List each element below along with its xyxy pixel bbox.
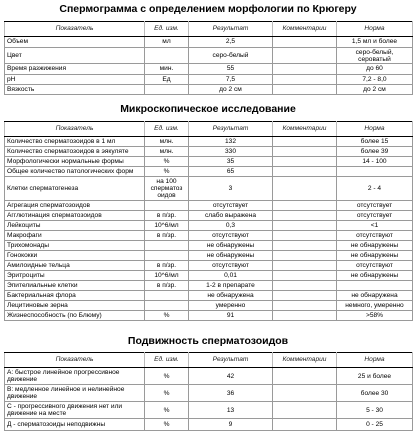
row-unit: Ед bbox=[145, 75, 189, 85]
row-unit: % bbox=[145, 402, 189, 419]
row-indicator: В: медленное линейное и нелинейное движение bbox=[5, 385, 145, 402]
header-indicator: Показатель bbox=[5, 22, 145, 37]
row-comment bbox=[273, 85, 337, 95]
table-row bbox=[5, 221, 413, 231]
row-comment bbox=[273, 385, 337, 402]
table-row bbox=[5, 211, 413, 221]
table-row bbox=[5, 311, 413, 321]
row-norm: отсутствуют bbox=[337, 231, 413, 241]
row-result: 55 bbox=[189, 64, 273, 75]
row-result: 132 bbox=[189, 137, 273, 147]
row-comment bbox=[273, 301, 337, 311]
table-row bbox=[5, 419, 413, 431]
motility-table bbox=[4, 352, 413, 431]
row-unit bbox=[145, 201, 189, 211]
section-title-spermogram: Спермограмма с определением морфологии по Крюгеру bbox=[59, 3, 357, 15]
header-unit: Ед. изм. bbox=[145, 122, 189, 137]
row-unit: на 100 сперматоз оидов bbox=[145, 177, 189, 201]
row-norm: отсутствует bbox=[337, 211, 413, 221]
row-comment bbox=[273, 75, 337, 85]
row-norm: отсутствуют bbox=[337, 261, 413, 271]
row-indicator: Лейкоциты bbox=[5, 221, 145, 231]
row-comment bbox=[273, 261, 337, 271]
header-unit: Ед. изм. bbox=[145, 22, 189, 37]
row-comment bbox=[273, 281, 337, 291]
row-result: 91 bbox=[189, 311, 273, 321]
table-row bbox=[5, 75, 413, 85]
table-row bbox=[5, 85, 413, 95]
row-indicator: Клетки сперматогенеза bbox=[5, 177, 145, 201]
header-norm: Норма bbox=[337, 122, 413, 137]
row-result: 0,3 bbox=[189, 221, 273, 231]
header-unit: Ед. изм. bbox=[145, 353, 189, 368]
row-unit: % bbox=[145, 157, 189, 167]
section-title-microscopy: Микроскопическое исследование bbox=[120, 103, 296, 115]
row-norm: немного, умеренно bbox=[337, 301, 413, 311]
row-unit: 10^6/мл bbox=[145, 271, 189, 281]
row-norm: более 30 bbox=[337, 385, 413, 402]
header-comment: Комментарии bbox=[273, 353, 337, 368]
table-row bbox=[5, 231, 413, 241]
table-row bbox=[5, 201, 413, 211]
row-result: 36 bbox=[189, 385, 273, 402]
table-row bbox=[5, 301, 413, 311]
row-comment bbox=[273, 402, 337, 419]
row-unit: млн. bbox=[145, 137, 189, 147]
row-norm: более 15 bbox=[337, 137, 413, 147]
row-comment bbox=[273, 177, 337, 201]
row-unit bbox=[145, 291, 189, 301]
row-indicator: pH bbox=[5, 75, 145, 85]
row-norm: отсутствует bbox=[337, 201, 413, 211]
row-indicator: Вязкость bbox=[5, 85, 145, 95]
header-norm: Норма bbox=[337, 22, 413, 37]
table-row bbox=[5, 37, 413, 48]
row-unit bbox=[145, 241, 189, 251]
row-norm: >58% bbox=[337, 311, 413, 321]
row-indicator: Эритроциты bbox=[5, 271, 145, 281]
row-unit: 10^6/мл bbox=[145, 221, 189, 231]
table-row bbox=[5, 137, 413, 147]
row-result: 2,5 bbox=[189, 37, 273, 48]
row-norm: не обнаружены bbox=[337, 271, 413, 281]
row-indicator: Амилоидные тельца bbox=[5, 261, 145, 271]
row-comment bbox=[273, 211, 337, 221]
row-indicator: Агрегация сперматозоидов bbox=[5, 201, 145, 211]
row-norm: не обнаружены bbox=[337, 241, 413, 251]
row-indicator: Объем bbox=[5, 37, 145, 48]
row-unit bbox=[145, 251, 189, 261]
header-comment: Комментарии bbox=[273, 22, 337, 37]
row-indicator: Эпителиальные клетки bbox=[5, 281, 145, 291]
row-norm: 5 - 30 bbox=[337, 402, 413, 419]
row-unit bbox=[145, 48, 189, 64]
row-result: 0,01 bbox=[189, 271, 273, 281]
row-unit bbox=[145, 301, 189, 311]
row-comment bbox=[273, 368, 337, 385]
row-indicator: Морфологически нормальные формы bbox=[5, 157, 145, 167]
table-row bbox=[5, 281, 413, 291]
row-indicator: Гонококки bbox=[5, 251, 145, 261]
row-comment bbox=[273, 221, 337, 231]
row-indicator: Лецитиновые зерна bbox=[5, 301, 145, 311]
table-row bbox=[5, 402, 413, 419]
row-result: слабо выражена bbox=[189, 211, 273, 221]
row-comment bbox=[273, 419, 337, 431]
row-norm: 0 - 25 bbox=[337, 419, 413, 431]
row-norm: до 60 bbox=[337, 64, 413, 75]
table-row bbox=[5, 167, 413, 177]
table-row bbox=[5, 241, 413, 251]
table-row bbox=[5, 368, 413, 385]
row-indicator: Цвет bbox=[5, 48, 145, 64]
row-unit: мин. bbox=[145, 64, 189, 75]
row-indicator: Общее количество патологических форм bbox=[5, 167, 145, 177]
table-header-row bbox=[5, 22, 413, 37]
row-comment bbox=[273, 137, 337, 147]
header-indicator: Показатель bbox=[5, 122, 145, 137]
row-indicator: Количество сперматозоидов в эякуляте bbox=[5, 147, 145, 157]
row-result: 9 bbox=[189, 419, 273, 431]
row-result: 13 bbox=[189, 402, 273, 419]
row-unit: млн. bbox=[145, 147, 189, 157]
row-unit bbox=[145, 85, 189, 95]
row-indicator: С - прогрессивного движения нет или движение на месте bbox=[5, 402, 145, 419]
table-row bbox=[5, 147, 413, 157]
row-comment bbox=[273, 231, 337, 241]
row-result: 330 bbox=[189, 147, 273, 157]
row-comment bbox=[273, 157, 337, 167]
row-norm: не обнаружена bbox=[337, 291, 413, 301]
row-comment bbox=[273, 147, 337, 157]
row-result: отсутствуют bbox=[189, 231, 273, 241]
row-indicator: Бактериальная флора bbox=[5, 291, 145, 301]
row-norm: более 39 bbox=[337, 147, 413, 157]
row-unit: % bbox=[145, 419, 189, 431]
header-result: Результат bbox=[189, 353, 273, 368]
row-norm: <1 bbox=[337, 221, 413, 231]
row-comment bbox=[273, 201, 337, 211]
table-header-row bbox=[5, 122, 413, 137]
row-comment bbox=[273, 291, 337, 301]
row-unit: в п/зр. bbox=[145, 211, 189, 221]
row-norm: 25 и более bbox=[337, 368, 413, 385]
row-unit: в п/зр. bbox=[145, 261, 189, 271]
table-row bbox=[5, 291, 413, 301]
row-unit: % bbox=[145, 167, 189, 177]
row-comment bbox=[273, 251, 337, 261]
row-comment bbox=[273, 311, 337, 321]
row-norm: серо-белый, сероватый bbox=[337, 48, 413, 64]
table-row bbox=[5, 271, 413, 281]
microscopy-table bbox=[4, 121, 413, 321]
row-norm bbox=[337, 281, 413, 291]
row-result: не обнаружены bbox=[189, 251, 273, 261]
row-norm: 7,2 - 8,0 bbox=[337, 75, 413, 85]
row-result: 3 bbox=[189, 177, 273, 201]
row-result: 1-2 в препарате bbox=[189, 281, 273, 291]
row-comment bbox=[273, 167, 337, 177]
row-norm: до 2 см bbox=[337, 85, 413, 95]
spermogram-table bbox=[4, 21, 413, 95]
row-indicator: Трихомонады bbox=[5, 241, 145, 251]
row-indicator: Время разжижения bbox=[5, 64, 145, 75]
header-result: Результат bbox=[189, 122, 273, 137]
row-result: 65 bbox=[189, 167, 273, 177]
row-comment bbox=[273, 271, 337, 281]
row-norm: не обнаружены bbox=[337, 251, 413, 261]
row-norm: 2 - 4 bbox=[337, 177, 413, 201]
row-result: до 2 см bbox=[189, 85, 273, 95]
section-title-motility: Подвижность сперматозоидов bbox=[127, 335, 289, 347]
row-unit: в п/зр. bbox=[145, 231, 189, 241]
row-norm: 1,5 мл и более bbox=[337, 37, 413, 48]
row-result: 35 bbox=[189, 157, 273, 167]
header-indicator: Показатель bbox=[5, 353, 145, 368]
row-indicator: Агглютинация сперматозоидов bbox=[5, 211, 145, 221]
table-row bbox=[5, 385, 413, 402]
row-result: отсутствует bbox=[189, 201, 273, 211]
table-header-row bbox=[5, 353, 413, 368]
row-comment bbox=[273, 48, 337, 64]
row-unit: % bbox=[145, 368, 189, 385]
row-result: серо-белый bbox=[189, 48, 273, 64]
row-comment bbox=[273, 37, 337, 48]
row-result: 7,5 bbox=[189, 75, 273, 85]
header-norm: Норма bbox=[337, 353, 413, 368]
row-comment bbox=[273, 64, 337, 75]
row-comment bbox=[273, 241, 337, 251]
row-norm bbox=[337, 167, 413, 177]
table-row bbox=[5, 64, 413, 75]
row-result: умеренно bbox=[189, 301, 273, 311]
row-indicator: Макрофаги bbox=[5, 231, 145, 241]
row-norm: 14 - 100 bbox=[337, 157, 413, 167]
row-unit: % bbox=[145, 311, 189, 321]
row-indicator: Количество сперматозоидов в 1 мл bbox=[5, 137, 145, 147]
table-row bbox=[5, 261, 413, 271]
row-indicator: А: быстрое линейное прогрессивное движение bbox=[5, 368, 145, 385]
header-comment: Комментарии bbox=[273, 122, 337, 137]
row-unit: мл bbox=[145, 37, 189, 48]
table-row bbox=[5, 251, 413, 261]
row-indicator: Д - сперматозоиды неподвижны bbox=[5, 419, 145, 431]
row-result: отсутствуют bbox=[189, 261, 273, 271]
table-row bbox=[5, 177, 413, 201]
row-unit: в п/зр. bbox=[145, 281, 189, 291]
header-result: Результат bbox=[189, 22, 273, 37]
row-result: не обнаружены bbox=[189, 241, 273, 251]
row-result: не обнаружена bbox=[189, 291, 273, 301]
row-result: 42 bbox=[189, 368, 273, 385]
row-indicator: Жизнеспособность (по Блюму) bbox=[5, 311, 145, 321]
table-row bbox=[5, 48, 413, 64]
row-unit: % bbox=[145, 385, 189, 402]
table-row bbox=[5, 157, 413, 167]
